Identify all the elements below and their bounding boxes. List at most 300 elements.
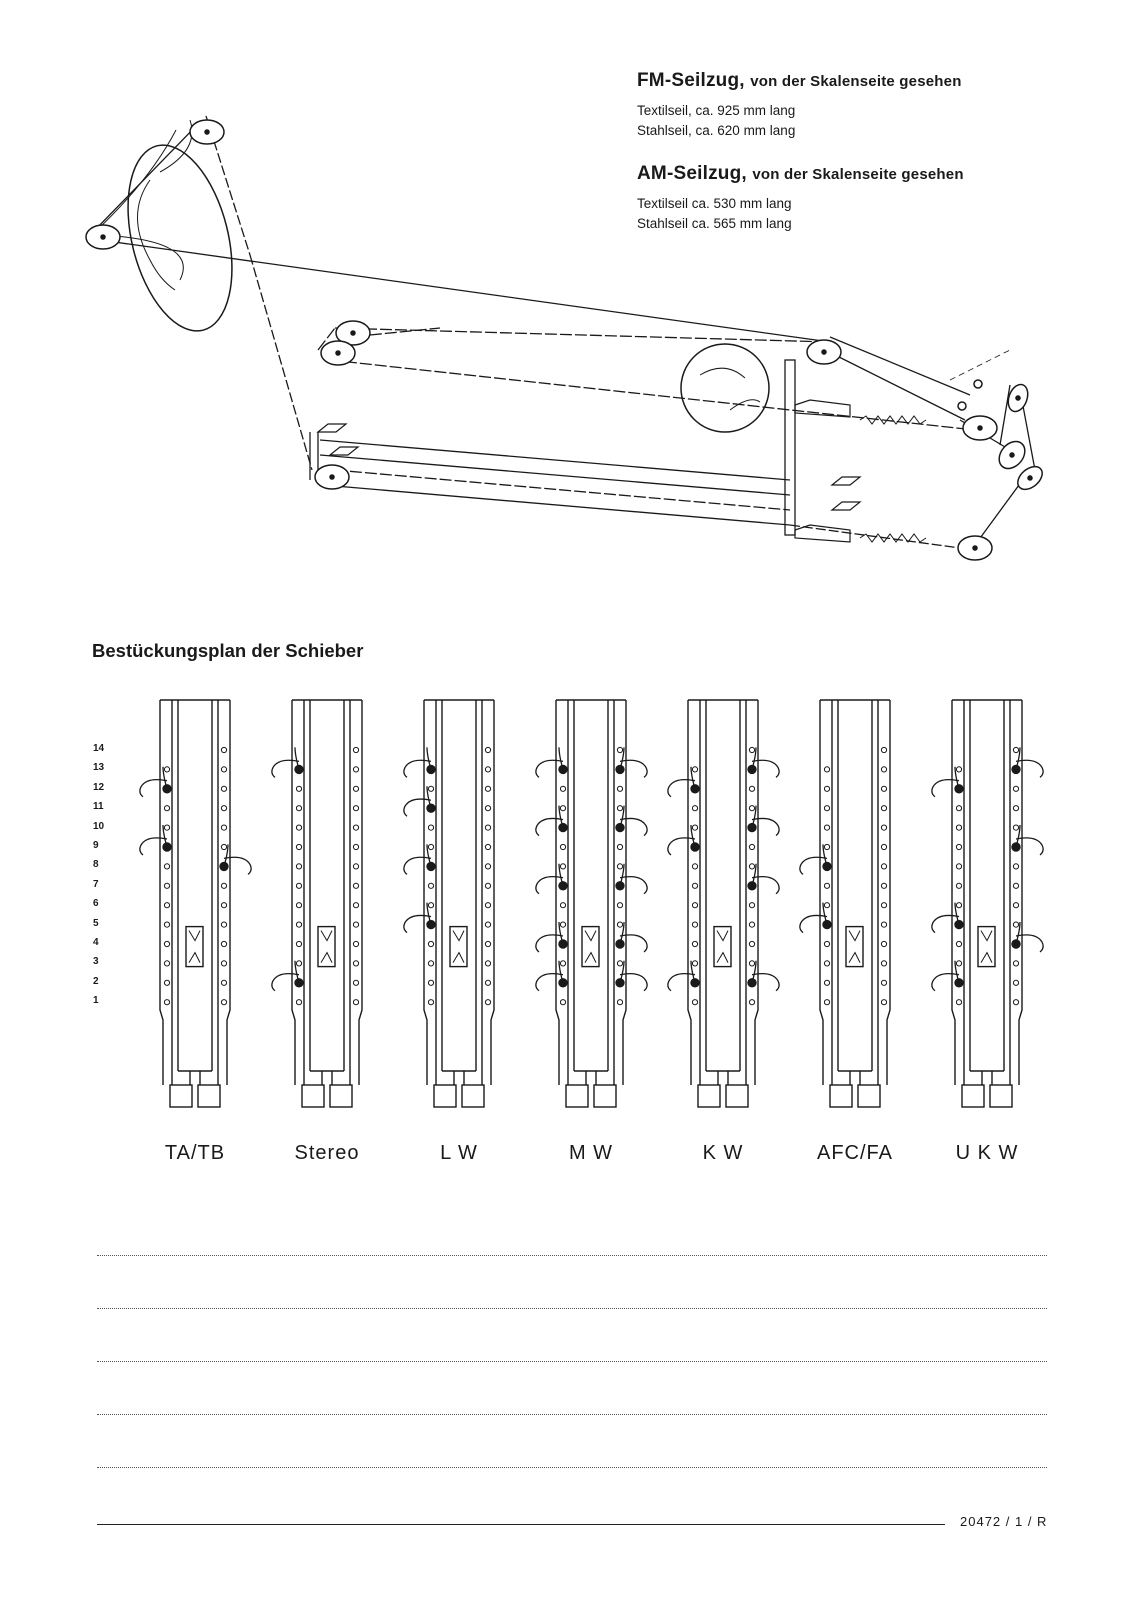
- slider-hole: [164, 941, 169, 946]
- slider-frame-right: [887, 700, 890, 1085]
- slider-label: L W: [440, 1142, 478, 1164]
- slider-hole: [824, 844, 829, 849]
- slider-hole: [221, 1000, 226, 1005]
- cord-segment: [825, 350, 965, 420]
- contact-spring: [140, 767, 171, 797]
- slider-hole: [164, 767, 169, 772]
- slider-hole: [164, 922, 169, 927]
- cord-segment: [335, 328, 830, 342]
- slider-latch-mark: [453, 931, 464, 963]
- contact-spring: [1012, 922, 1043, 952]
- slider-hole: [881, 980, 886, 985]
- contact-spring: [536, 961, 567, 991]
- slider-hole: [485, 786, 490, 791]
- slider-label: TA/TB: [164, 1142, 226, 1164]
- slider-hole: [824, 786, 829, 791]
- slider-hole: [485, 961, 490, 966]
- slider-frame-left: [292, 700, 295, 1085]
- slider-hole: [428, 883, 433, 888]
- slider-hole: [485, 806, 490, 811]
- slider-latch-window: [186, 927, 203, 967]
- slider-hole: [956, 941, 961, 946]
- slider-hole: [164, 806, 169, 811]
- small-pulley: [958, 402, 966, 410]
- contact-spring: [616, 961, 647, 991]
- slider-foot: [198, 1085, 220, 1107]
- slider-hole: [956, 961, 961, 966]
- slider-foot: [726, 1085, 748, 1107]
- pulley: [958, 536, 992, 560]
- am-line-steel: Stahlseil ca. 565 mm lang: [637, 216, 792, 231]
- slider-hole: [824, 941, 829, 946]
- contact-spring: [748, 961, 779, 991]
- slider-hole: [164, 961, 169, 966]
- slider-hole: [1013, 825, 1018, 830]
- slider-hole: [1013, 747, 1018, 752]
- bracket: [832, 477, 860, 485]
- slider-hole: [881, 864, 886, 869]
- pulley: [994, 436, 1030, 473]
- fm-subtitle: von der Skalenseite gesehen: [750, 73, 962, 90]
- slider-hole: [617, 786, 622, 791]
- slider-hole: [485, 844, 490, 849]
- slider-frame-left: [688, 700, 691, 1085]
- slider-hole: [221, 922, 226, 927]
- spring-cord: [138, 180, 176, 290]
- slider-hole: [353, 786, 358, 791]
- slider-foot: [302, 1085, 324, 1107]
- contact-spring: [932, 767, 963, 797]
- slider-hole: [617, 806, 622, 811]
- pointer-plate: [785, 360, 795, 535]
- slider-hole: [956, 1000, 961, 1005]
- slider-hole: [692, 767, 697, 772]
- pulley: [1013, 462, 1046, 494]
- drum-ellipse: [110, 134, 249, 342]
- cord-segment: [330, 360, 975, 430]
- slider-latch-mark: [189, 931, 200, 963]
- slider-hole: [353, 747, 358, 752]
- slider-hole: [749, 844, 754, 849]
- slider-foot: [962, 1085, 984, 1107]
- contact-spring: [932, 903, 963, 933]
- slider-hole: [221, 786, 226, 791]
- slider-hole: [881, 844, 886, 849]
- slider-frame-right: [491, 700, 494, 1085]
- spring-cord: [730, 400, 760, 410]
- slider-hole: [221, 806, 226, 811]
- slider-hole: [353, 883, 358, 888]
- slider-hole: [692, 806, 697, 811]
- slider-hole: [881, 786, 886, 791]
- contact-spring: [668, 767, 699, 797]
- slider-hole: [428, 903, 433, 908]
- slider-assembly-plan: [0, 700, 1133, 1180]
- slider-hole: [560, 1000, 565, 1005]
- cord-segment: [250, 255, 312, 470]
- slider-hole: [353, 806, 358, 811]
- slider-hole: [485, 941, 490, 946]
- contact-spring: [748, 747, 779, 777]
- spring-knot: [220, 862, 228, 870]
- slider-hole: [1013, 980, 1018, 985]
- contact-spring: [1012, 747, 1043, 777]
- slider-hole: [221, 980, 226, 985]
- slider-hole: [1013, 961, 1018, 966]
- slider: [668, 700, 779, 1107]
- slider-hole: [1013, 1000, 1018, 1005]
- row-number: 4: [93, 937, 99, 948]
- spring-knot: [427, 862, 435, 870]
- slider: [140, 700, 251, 1107]
- slider-foot: [594, 1085, 616, 1107]
- slider-foot: [462, 1085, 484, 1107]
- contact-spring: [800, 844, 831, 874]
- contact-spring: [668, 825, 699, 855]
- slider: [536, 700, 647, 1107]
- row-number: 3: [93, 956, 99, 968]
- slider-hole: [485, 903, 490, 908]
- bracket: [318, 424, 346, 432]
- slider-hole: [164, 883, 169, 888]
- slider-hole: [749, 903, 754, 908]
- slider-hole: [353, 864, 358, 869]
- slider-hole: [749, 922, 754, 927]
- writing-line: [97, 1308, 1047, 1309]
- slider-foot: [566, 1085, 588, 1107]
- slider-hole: [428, 941, 433, 946]
- slider-hole: [221, 747, 226, 752]
- slider-hole: [749, 1000, 754, 1005]
- pulley: [315, 465, 349, 489]
- slider-hole: [881, 903, 886, 908]
- cord-drive-diagram: [0, 0, 1133, 600]
- row-number: 14: [93, 743, 105, 754]
- contact-spring: [616, 864, 647, 894]
- row-number: 11: [93, 801, 104, 813]
- cord-segment: [95, 122, 200, 230]
- contact-spring: [616, 747, 647, 777]
- slider-hole: [296, 941, 301, 946]
- slider-hole: [692, 1000, 697, 1005]
- cord-segment: [335, 486, 790, 525]
- writing-line: [97, 1361, 1047, 1362]
- slider-hole: [956, 767, 961, 772]
- slider-foot: [858, 1085, 880, 1107]
- slider-hole: [956, 883, 961, 888]
- row-number: 9: [93, 840, 99, 851]
- slider-frame-right: [227, 700, 230, 1085]
- slider-latch-mark: [321, 931, 332, 963]
- carrier: [795, 400, 850, 417]
- slider-hole: [485, 1000, 490, 1005]
- tension-spring: [860, 416, 926, 424]
- slider-hole: [692, 903, 697, 908]
- contact-spring: [800, 903, 831, 933]
- slider-stem: [850, 1071, 860, 1085]
- slider-hole: [164, 825, 169, 830]
- slider-hole: [296, 903, 301, 908]
- slider-latch-window: [582, 927, 599, 967]
- slider-hole: [692, 864, 697, 869]
- slider-hole: [956, 825, 961, 830]
- contact-spring: [272, 747, 303, 777]
- slider-hole: [617, 1000, 622, 1005]
- slider-stem: [454, 1071, 464, 1085]
- contact-spring: [932, 961, 963, 991]
- slider-hole: [617, 903, 622, 908]
- slider-hole: [164, 1000, 169, 1005]
- fm-line-textile: Textilseil, ca. 925 mm lang: [637, 103, 796, 118]
- slider-hole: [296, 806, 301, 811]
- slider-label: U K W: [955, 1142, 1019, 1164]
- slider-frame-left: [424, 700, 427, 1085]
- contact-spring: [1012, 825, 1043, 855]
- writing-line: [97, 1467, 1047, 1468]
- slider-hole: [956, 864, 961, 869]
- slider-foot: [990, 1085, 1012, 1107]
- slider-hole: [296, 864, 301, 869]
- slider-hole: [296, 844, 301, 849]
- slider-hole: [881, 941, 886, 946]
- small-pulley: [974, 380, 982, 388]
- slider-hole: [881, 825, 886, 830]
- slider-hole: [221, 941, 226, 946]
- slider-hole: [485, 883, 490, 888]
- slider-label: Stereo: [294, 1142, 360, 1164]
- slider-hole: [617, 961, 622, 966]
- slider-hole: [296, 786, 301, 791]
- slider-hole: [749, 941, 754, 946]
- slider-hole: [692, 941, 697, 946]
- contact-spring: [536, 922, 567, 952]
- pulley: [190, 120, 224, 144]
- slider-hole: [428, 980, 433, 985]
- slider-hole: [1013, 806, 1018, 811]
- spring-knot: [295, 765, 303, 773]
- slider-hole: [560, 806, 565, 811]
- slider-hole: [749, 786, 754, 791]
- slider-hole: [692, 922, 697, 927]
- slider-latch-mark: [717, 931, 728, 963]
- slider-hole: [617, 747, 622, 752]
- slider: [272, 700, 362, 1107]
- pulley: [807, 340, 841, 364]
- slider-hole: [296, 883, 301, 888]
- slider-latch-window: [714, 927, 731, 967]
- slider-frame-left: [820, 700, 823, 1085]
- slider-hole: [164, 903, 169, 908]
- slider-hole: [164, 980, 169, 985]
- slider-hole: [221, 883, 226, 888]
- pulley: [963, 416, 997, 440]
- slider-hole: [221, 961, 226, 966]
- slider-hole: [353, 941, 358, 946]
- slider-label: AFC/FA: [816, 1142, 893, 1164]
- bracket: [832, 502, 860, 510]
- slider-hole: [485, 864, 490, 869]
- slider-hole: [296, 1000, 301, 1005]
- slider: [932, 700, 1043, 1107]
- slider-latch-window: [846, 927, 863, 967]
- spring-knot: [748, 765, 756, 773]
- writing-line: [97, 1414, 1047, 1415]
- slider-hole: [824, 1000, 829, 1005]
- slider-label: K W: [702, 1142, 744, 1164]
- slider-hole: [221, 903, 226, 908]
- spring-knot: [559, 765, 567, 773]
- spring-knot: [1012, 765, 1020, 773]
- slider-frame-right: [359, 700, 362, 1085]
- carrier: [795, 525, 850, 542]
- pulley: [86, 225, 120, 249]
- slider-hole: [824, 883, 829, 888]
- writing-line: [97, 1255, 1047, 1256]
- slider-hole: [617, 922, 622, 927]
- contact-spring: [404, 844, 435, 874]
- spring-cord: [700, 368, 745, 378]
- slider-hole: [617, 864, 622, 869]
- slider-stem: [586, 1071, 596, 1085]
- contact-spring: [536, 747, 567, 777]
- am-line-textile: Textilseil ca. 530 mm lang: [637, 196, 792, 211]
- slider-hole: [353, 980, 358, 985]
- slider-hole: [956, 903, 961, 908]
- pulley: [1005, 382, 1031, 414]
- spring-knot: [427, 804, 435, 812]
- drive-drum: [681, 344, 769, 432]
- contact-spring: [616, 806, 647, 836]
- slider-hole: [428, 1000, 433, 1005]
- slider-latch-window: [450, 927, 467, 967]
- slider-hole: [164, 864, 169, 869]
- slider-hole: [353, 767, 358, 772]
- slider-hole: [824, 961, 829, 966]
- cord-segment: [320, 440, 790, 480]
- slider-hole: [428, 844, 433, 849]
- slider-label: M W: [568, 1142, 614, 1164]
- cord-segment: [1000, 385, 1010, 445]
- slider-latch-mark: [981, 931, 992, 963]
- slider-hole: [296, 825, 301, 830]
- slider-hole: [881, 961, 886, 966]
- document-number: 20472 / 1 / R: [960, 1514, 1048, 1529]
- slider-hole: [881, 922, 886, 927]
- slider-hole: [560, 922, 565, 927]
- slider-hole: [1013, 864, 1018, 869]
- slider-latch-mark: [849, 931, 860, 963]
- slider-foot: [830, 1085, 852, 1107]
- contact-spring: [668, 961, 699, 991]
- contact-spring: [220, 844, 251, 874]
- slider-hole: [692, 961, 697, 966]
- cord-segment: [830, 337, 970, 395]
- contact-spring: [536, 864, 567, 894]
- slider-frame-left: [160, 700, 163, 1085]
- slider-hole: [956, 806, 961, 811]
- slider-hole: [749, 864, 754, 869]
- bracket: [330, 447, 358, 455]
- slider-hole: [749, 806, 754, 811]
- spring-knot: [427, 765, 435, 773]
- section-title: Bestückungsplan der Schieber: [92, 640, 364, 661]
- slider-hole: [824, 980, 829, 985]
- contact-spring: [404, 903, 435, 933]
- row-number: 13: [93, 762, 105, 774]
- row-number: 1: [93, 995, 99, 1007]
- contact-spring: [536, 806, 567, 836]
- slider: [800, 700, 890, 1107]
- slider-hole: [1013, 922, 1018, 927]
- slider-hole: [956, 844, 961, 849]
- slider-hole: [428, 786, 433, 791]
- slider-hole: [560, 903, 565, 908]
- row-number: 2: [93, 975, 99, 987]
- fm-title: FM-Seilzug,: [637, 70, 745, 91]
- am-title: AM-Seilzug,: [637, 163, 747, 184]
- slider-hole: [221, 767, 226, 772]
- contact-spring: [748, 806, 779, 836]
- slider-hole: [296, 961, 301, 966]
- slider-hole: [1013, 883, 1018, 888]
- slider-hole: [353, 825, 358, 830]
- slider-foot: [698, 1085, 720, 1107]
- slider-hole: [824, 767, 829, 772]
- cord-segment: [950, 350, 1010, 380]
- cord-segment: [790, 525, 960, 548]
- slider-hole: [692, 883, 697, 888]
- row-number: 8: [93, 859, 99, 871]
- row-number: 7: [93, 878, 99, 890]
- slider-hole: [485, 922, 490, 927]
- slider-foot: [330, 1085, 352, 1107]
- slider-hole: [428, 961, 433, 966]
- slider-hole: [881, 883, 886, 888]
- row-number: 10: [93, 820, 105, 832]
- slider-hole: [692, 825, 697, 830]
- slider-hole: [353, 922, 358, 927]
- am-subtitle: von der Skalenseite gesehen: [752, 166, 964, 183]
- slider-hole: [749, 747, 754, 752]
- slider-hole: [353, 961, 358, 966]
- slider-latch-window: [318, 927, 335, 967]
- contact-spring: [616, 922, 647, 952]
- slider-hole: [881, 1000, 886, 1005]
- slider-hole: [221, 844, 226, 849]
- slider-hole: [881, 806, 886, 811]
- slider-hole: [1013, 786, 1018, 791]
- slider-hole: [824, 903, 829, 908]
- spring-knot: [823, 862, 831, 870]
- slider-hole: [485, 747, 490, 752]
- slider-latch-window: [978, 927, 995, 967]
- contact-spring: [404, 747, 435, 777]
- slider-stem: [718, 1071, 728, 1085]
- slider-hole: [353, 903, 358, 908]
- slider-frame-left: [952, 700, 955, 1085]
- slider-hole: [485, 980, 490, 985]
- slider-foot: [170, 1085, 192, 1107]
- slider-hole: [749, 961, 754, 966]
- slider-frame-left: [556, 700, 559, 1085]
- row-number: 6: [93, 898, 99, 910]
- contact-spring: [748, 864, 779, 894]
- slider-hole: [353, 1000, 358, 1005]
- contact-spring: [404, 786, 435, 816]
- slider-hole: [485, 767, 490, 772]
- slider-hole: [1013, 903, 1018, 908]
- slider: [404, 700, 494, 1107]
